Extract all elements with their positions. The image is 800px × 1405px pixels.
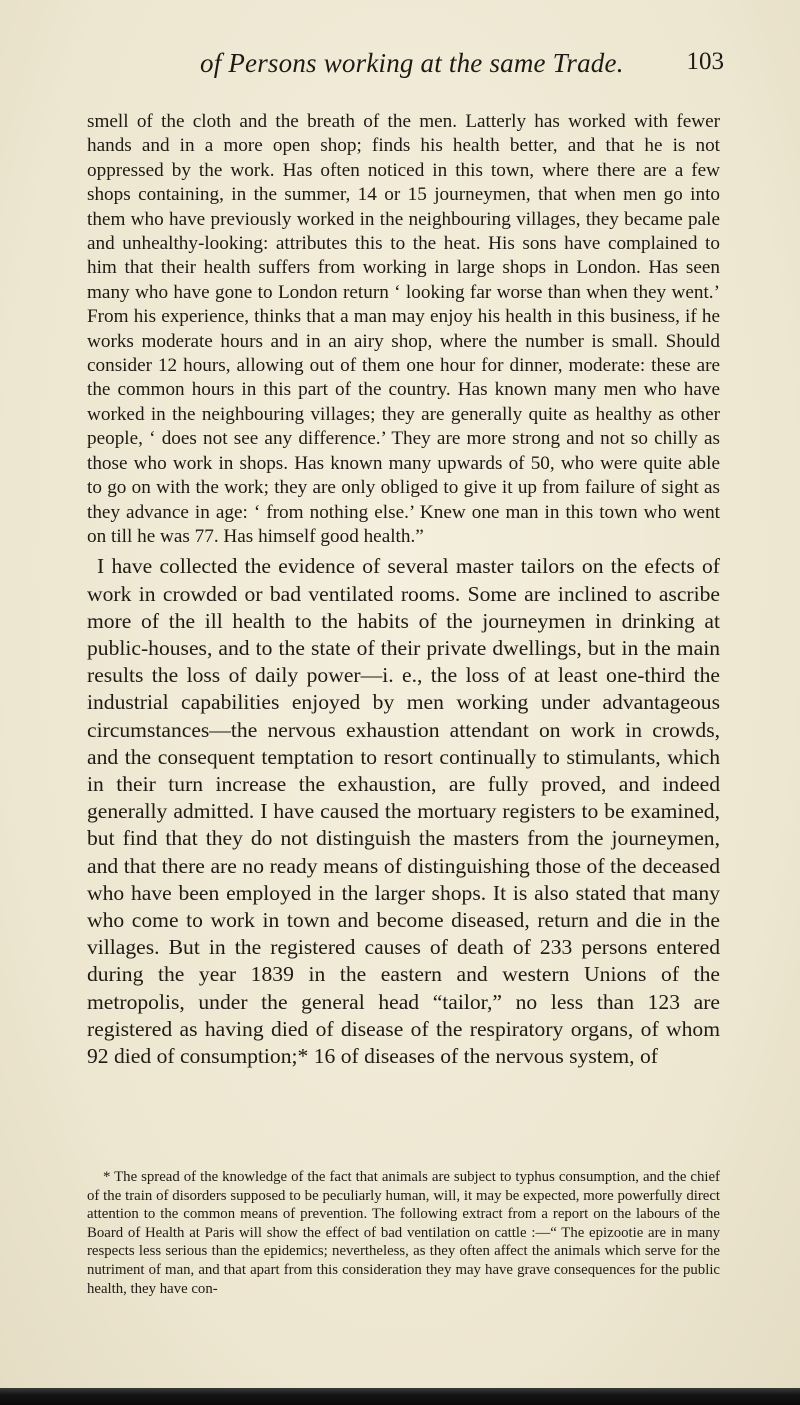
scan-edge-bar — [0, 1388, 800, 1405]
page-number: 103 — [686, 48, 724, 75]
body-text — [87, 110, 720, 1070]
page-header — [88, 48, 724, 92]
running-head: of Persons working at the same Trade. — [200, 48, 624, 78]
footnote: * The spread of the knowledge of the fact that animals are subject to typhus consumption, and the chief of the train of disorders supposed to be peculiarly human, will, it may be expected, more powerfully direct attention to the common means of prevention. The following extract from a report on the labours of the Board of Health at Paris will show the effect of bad ventilation on cattle :—“ The epizootie are in many respects less serious than the epidemics; nevertheless, as they often affect the animals which serve for the nutriment of man, and that apart from this consideration they may have grave consequences for the public health, they have con- — [87, 1169, 720, 1297]
main-paragraph: I have collected the evidence of several master tailors on the efects of work in crowded or bad ventilated rooms. Some are inclined to ascribe more of the ill health to the habits of the journeymen in drinking at public-houses, and to the state of their private dwellings, but in the main results the loss of daily power—i. e., the loss of at least one-third the industrial capabilities enjoyed by men working under advantageous circumstances—the nervous exhaustion attendant on work in crowds, and the consequent temptation to resort continually to stimulants, which in their turn increase the exhaustion, are fully proved, and indeed generally admitted. I have caused the mortuary registers to be examined, but find that they do not distinguish the masters from the journeymen, and that there are no ready means of distinguishing those of the deceased who have been employed in the larger shops. It is also stated that many who come to work in town and become diseased, return and die in the villages. But in the registered causes of death of 233 persons entered during the year 1839 in the eastern and western Unions of the metropolis, under the general head “tailor,” no less than 123 are registered as having died of disease of the respiratory organs, of whom 92 died of consumption;* 16 of diseases of the nervous system, of — [87, 554, 720, 1068]
quoted-testimony-paragraph: smell of the cloth and the breath of the men. Latterly has worked with fewer hands and in a more open shop; finds his health better, and that he is not oppressed by the work. Has often noticed in this town, where there are a few shops containing, in the summer, 14 or 15 journeymen, that when men go into them who have previously worked in the neighbouring villages, they became pale and unhealthy-looking: attributes this to the heat. His sons have complained to him that their health suffers from working in large shops in London. Has seen many who have gone to London return ‘ looking far worse than when they went.’ From his experience, thinks that a man may enjoy his health in this business, if he works moderate hours and in an airy shop, where the number is small. Should consider 12 hours, allowing out of them one hour for dinner, moderate: these are the common hours in this part of the country. Has known many men who have worked in the neighbouring villages; they are generally quite as healthy as other people, ‘ does not see any difference.’ They are more strong and not so chilly as those who work in shops. Has known many upwards of 50, who were quite able to go on with the work; they are only obliged to give it up from failure of sight as they advance in age: ‘ from nothing else.’ Knew one man in this town who went on till he was 77. Has himself good health.” — [87, 111, 720, 547]
